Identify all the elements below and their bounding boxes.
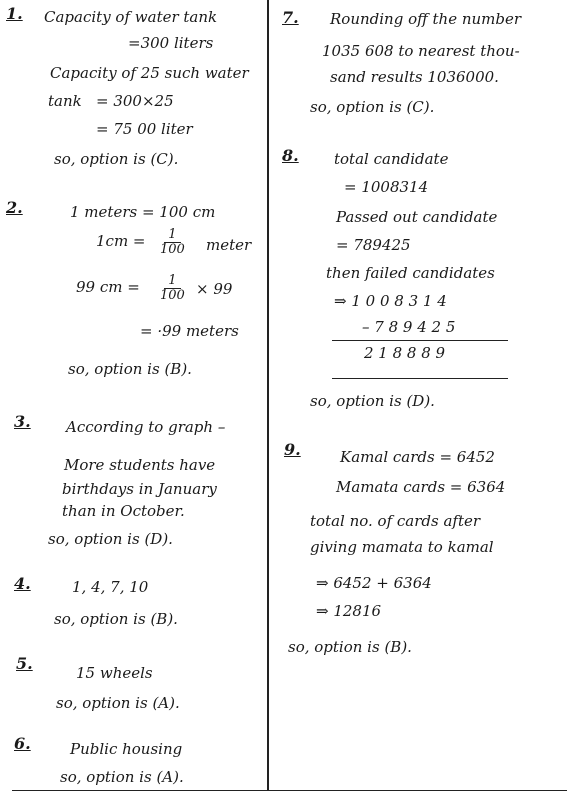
q4-number: 4. xyxy=(14,574,31,593)
q1-line3: Capacity of 25 such water xyxy=(50,64,249,82)
q1-line4-right: = 300×25 xyxy=(96,92,174,110)
q3-line2: More students have xyxy=(64,456,216,474)
q8-line2: = 1008314 xyxy=(344,178,429,196)
bottom-rule xyxy=(12,790,567,791)
q8-subtraction-minuend: ⇒ 1 0 0 8 3 1 4 xyxy=(334,292,447,310)
q5-answer: so, option is (A). xyxy=(56,694,180,712)
q3-line1: According to graph – xyxy=(66,418,226,436)
q5-line1: 15 wheels xyxy=(76,664,153,682)
q7-number: 7. xyxy=(282,8,299,27)
q7-answer: so, option is (C). xyxy=(310,98,435,116)
q6-line1: Public housing xyxy=(70,740,183,758)
q9-line5: ⇒ 6452 + 6364 xyxy=(316,574,432,592)
q7-line1: Rounding off the number xyxy=(330,10,522,28)
q3-answer: so, option is (D). xyxy=(48,530,173,548)
q1-line4-left: tank xyxy=(48,92,82,110)
q9-line6: ⇒ 12816 xyxy=(316,602,382,620)
q6-answer: so, option is (A). xyxy=(60,768,184,786)
q2-line2-left: 1cm = xyxy=(96,232,146,250)
q9-line3: total no. of cards after xyxy=(310,512,481,530)
q9-line2: Mamata cards = 6364 xyxy=(336,478,506,496)
q8-number: 8. xyxy=(282,146,299,165)
q2-number: 2. xyxy=(6,198,23,217)
q5-number: 5. xyxy=(16,654,33,673)
q9-line4: giving mamata to kamal xyxy=(310,538,494,556)
q3-line3: birthdays in January xyxy=(62,480,217,498)
q1-line2: =300 liters xyxy=(128,34,214,52)
q3-number: 3. xyxy=(14,412,31,431)
q2-fraction-2 xyxy=(160,274,185,303)
q8-line3: Passed out candidate xyxy=(336,208,498,226)
q9-answer: so, option is (B). xyxy=(288,638,412,656)
q8-answer: so, option is (D). xyxy=(310,392,435,410)
q8-subtraction-subtrahend: – 7 8 9 4 2 5 xyxy=(362,318,456,336)
q1-number: 1. xyxy=(6,4,23,23)
q2-line1: 1 meters = 100 cm xyxy=(70,203,216,221)
q7-line3: sand results 1036000. xyxy=(330,68,499,86)
q7-line2: 1035 608 to nearest thou- xyxy=(322,42,520,60)
q2-fraction-1-denominator: 100 xyxy=(160,242,185,257)
q1-line1: Capacity of water tank xyxy=(44,8,218,26)
q9-number: 9. xyxy=(284,440,301,459)
q8-line4: = 789425 xyxy=(336,236,411,254)
q8-subtraction-rule xyxy=(332,340,508,341)
q8-line1: total candidate xyxy=(334,150,449,168)
q2-line3-left: 99 cm = xyxy=(76,278,140,296)
q2-answer: so, option is (B). xyxy=(68,360,192,378)
q4-answer: so, option is (B). xyxy=(54,610,178,628)
q2-fraction-1-numerator: 1 xyxy=(164,228,180,243)
q8-result-rule xyxy=(332,378,508,379)
q2-fraction-2-numerator: 1 xyxy=(164,274,180,289)
q2-line2-right: meter xyxy=(206,236,252,254)
q6-number: 6. xyxy=(14,734,31,753)
q2-fraction-1 xyxy=(160,228,185,257)
q2-fraction-2-denominator: 100 xyxy=(160,288,185,303)
q4-line1: 1, 4, 7, 10 xyxy=(72,578,149,596)
q2-line4: = ·99 meters xyxy=(140,322,239,340)
q3-line4: than in October. xyxy=(62,502,185,520)
q2-line3-right: × 99 xyxy=(196,280,233,298)
q1-answer: so, option is (C). xyxy=(54,150,179,168)
column-divider xyxy=(267,0,269,790)
q8-line5: then failed candidates xyxy=(326,264,495,282)
q8-subtraction-result: 2 1 8 8 8 9 xyxy=(364,344,446,362)
q1-line5: = 75 00 liter xyxy=(96,120,193,138)
q9-line1: Kamal cards = 6452 xyxy=(340,448,495,466)
